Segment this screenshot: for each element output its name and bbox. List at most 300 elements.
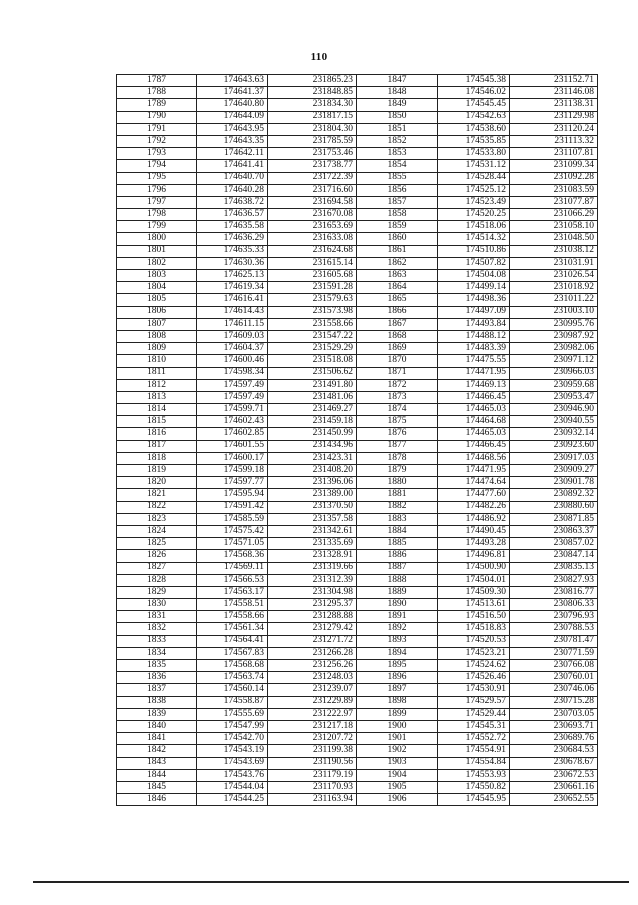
y-coordinate-cell: 231266.28	[268, 647, 357, 659]
y-coordinate-cell: 230932.14	[510, 428, 598, 440]
point-number-cell: 1897	[357, 684, 438, 696]
point-number-cell: 1839	[117, 708, 197, 720]
x-coordinate-cell: 174500.90	[438, 562, 510, 574]
y-coordinate-cell: 230901.78	[510, 477, 598, 489]
table-row	[117, 794, 598, 806]
y-coordinate-cell: 231342.61	[268, 525, 357, 537]
point-number-cell: 1832	[117, 623, 197, 635]
y-coordinate-cell: 231152.71	[510, 75, 598, 87]
x-coordinate-cell: 174531.12	[438, 160, 510, 172]
point-number-cell: 1892	[357, 623, 438, 635]
x-coordinate-cell: 174611.15	[197, 318, 268, 330]
x-coordinate-cell: 174493.84	[438, 318, 510, 330]
x-coordinate-cell: 174465.03	[438, 404, 510, 416]
y-coordinate-cell: 230917.03	[510, 452, 598, 464]
point-number-cell: 1798	[117, 209, 197, 221]
y-coordinate-cell: 231018.92	[510, 282, 598, 294]
point-number-cell: 1799	[117, 221, 197, 233]
y-coordinate-cell: 230816.77	[510, 586, 598, 598]
y-coordinate-cell: 231335.69	[268, 538, 357, 550]
x-coordinate-cell: 174563.74	[197, 672, 268, 684]
y-coordinate-cell: 231694.58	[268, 196, 357, 208]
y-coordinate-cell: 231370.50	[268, 501, 357, 513]
coordinates-table-body	[117, 75, 598, 806]
point-number-cell: 1881	[357, 489, 438, 501]
table-row	[117, 452, 598, 464]
x-coordinate-cell: 174542.63	[438, 111, 510, 123]
x-coordinate-cell: 174547.99	[197, 720, 268, 732]
x-coordinate-cell: 174538.60	[438, 123, 510, 135]
table-row	[117, 209, 598, 221]
x-coordinate-cell: 174575.42	[197, 525, 268, 537]
table-row	[117, 513, 598, 525]
x-coordinate-cell: 174477.60	[438, 489, 510, 501]
table-row	[117, 294, 598, 306]
x-coordinate-cell: 174635.33	[197, 245, 268, 257]
x-coordinate-cell: 174513.61	[438, 599, 510, 611]
y-coordinate-cell: 230880.60	[510, 501, 598, 513]
table-row	[117, 379, 598, 391]
x-coordinate-cell: 174486.92	[438, 513, 510, 525]
table-row	[117, 416, 598, 428]
y-coordinate-cell: 231279.42	[268, 623, 357, 635]
point-number-cell: 1815	[117, 416, 197, 428]
point-number-cell: 1866	[357, 306, 438, 318]
x-coordinate-cell: 174543.76	[197, 769, 268, 781]
x-coordinate-cell: 174616.41	[197, 294, 268, 306]
table-row	[117, 477, 598, 489]
y-coordinate-cell: 230959.68	[510, 379, 598, 391]
point-number-cell: 1816	[117, 428, 197, 440]
point-number-cell: 1895	[357, 660, 438, 672]
table-row	[117, 233, 598, 245]
y-coordinate-cell: 231491.80	[268, 379, 357, 391]
y-coordinate-cell: 230678.67	[510, 757, 598, 769]
point-number-cell: 1836	[117, 672, 197, 684]
y-coordinate-cell: 231624.68	[268, 245, 357, 257]
point-number-cell: 1793	[117, 148, 197, 160]
point-number-cell: 1862	[357, 257, 438, 269]
y-coordinate-cell: 231190.56	[268, 757, 357, 769]
x-coordinate-cell: 174466.45	[438, 440, 510, 452]
table-row	[117, 391, 598, 403]
point-number-cell: 1899	[357, 708, 438, 720]
x-coordinate-cell: 174604.37	[197, 343, 268, 355]
point-number-cell: 1867	[357, 318, 438, 330]
point-number-cell: 1789	[117, 99, 197, 111]
x-coordinate-cell: 174474.64	[438, 477, 510, 489]
x-coordinate-cell: 174567.83	[197, 647, 268, 659]
point-number-cell: 1849	[357, 99, 438, 111]
x-coordinate-cell: 174542.70	[197, 733, 268, 745]
table-row	[117, 550, 598, 562]
y-coordinate-cell: 230715.28	[510, 696, 598, 708]
point-number-cell: 1825	[117, 538, 197, 550]
y-coordinate-cell: 230847.14	[510, 550, 598, 562]
y-coordinate-cell: 230953.47	[510, 391, 598, 403]
coordinates-table	[116, 74, 598, 806]
table-row	[117, 111, 598, 123]
x-coordinate-cell: 174636.29	[197, 233, 268, 245]
x-coordinate-cell: 174466.45	[438, 391, 510, 403]
y-coordinate-cell: 231312.39	[268, 574, 357, 586]
y-coordinate-cell: 231113.32	[510, 135, 598, 147]
x-coordinate-cell: 174545.31	[438, 720, 510, 732]
y-coordinate-cell: 231077.87	[510, 196, 598, 208]
x-coordinate-cell: 174599.18	[197, 465, 268, 477]
y-coordinate-cell: 230863.37	[510, 525, 598, 537]
point-number-cell: 1792	[117, 135, 197, 147]
point-number-cell: 1876	[357, 428, 438, 440]
y-coordinate-cell: 231848.85	[268, 87, 357, 99]
table-row	[117, 660, 598, 672]
table-row	[117, 611, 598, 623]
y-coordinate-cell: 231328.91	[268, 550, 357, 562]
y-coordinate-cell: 231271.72	[268, 635, 357, 647]
table-row	[117, 720, 598, 732]
point-number-cell: 1803	[117, 270, 197, 282]
table-row	[117, 160, 598, 172]
x-coordinate-cell: 174644.09	[197, 111, 268, 123]
bottom-rule	[33, 881, 629, 883]
x-coordinate-cell: 174498.36	[438, 294, 510, 306]
x-coordinate-cell: 174601.55	[197, 440, 268, 452]
table-row	[117, 135, 598, 147]
point-number-cell: 1791	[117, 123, 197, 135]
point-number-cell: 1812	[117, 379, 197, 391]
table-row	[117, 330, 598, 342]
point-number-cell: 1834	[117, 647, 197, 659]
point-number-cell: 1828	[117, 574, 197, 586]
table-row	[117, 599, 598, 611]
point-number-cell: 1894	[357, 647, 438, 659]
point-number-cell: 1814	[117, 404, 197, 416]
x-coordinate-cell: 174595.94	[197, 489, 268, 501]
y-coordinate-cell: 231865.23	[268, 75, 357, 87]
point-number-cell: 1883	[357, 513, 438, 525]
point-number-cell: 1891	[357, 611, 438, 623]
table-row	[117, 684, 598, 696]
y-coordinate-cell: 231722.39	[268, 172, 357, 184]
y-coordinate-cell: 231716.60	[268, 184, 357, 196]
point-number-cell: 1861	[357, 245, 438, 257]
point-number-cell: 1802	[117, 257, 197, 269]
point-number-cell: 1904	[357, 769, 438, 781]
y-coordinate-cell: 231396.06	[268, 477, 357, 489]
x-coordinate-cell: 174471.95	[438, 465, 510, 477]
table-row	[117, 75, 598, 87]
x-coordinate-cell: 174636.57	[197, 209, 268, 221]
x-coordinate-cell: 174520.25	[438, 209, 510, 221]
point-number-cell: 1813	[117, 391, 197, 403]
x-coordinate-cell: 174545.38	[438, 75, 510, 87]
x-coordinate-cell: 174591.42	[197, 501, 268, 513]
table-row	[117, 465, 598, 477]
point-number-cell: 1840	[117, 720, 197, 732]
y-coordinate-cell: 231605.68	[268, 270, 357, 282]
x-coordinate-cell: 174625.13	[197, 270, 268, 282]
x-coordinate-cell: 174530.91	[438, 684, 510, 696]
x-coordinate-cell: 174526.46	[438, 672, 510, 684]
table-row	[117, 672, 598, 684]
x-coordinate-cell: 174482.26	[438, 501, 510, 513]
point-number-cell: 1838	[117, 696, 197, 708]
point-number-cell: 1829	[117, 586, 197, 598]
table-row	[117, 745, 598, 757]
point-number-cell: 1880	[357, 477, 438, 489]
point-number-cell: 1871	[357, 367, 438, 379]
x-coordinate-cell: 174614.43	[197, 306, 268, 318]
point-number-cell: 1890	[357, 599, 438, 611]
y-coordinate-cell: 230796.93	[510, 611, 598, 623]
point-number-cell: 1903	[357, 757, 438, 769]
x-coordinate-cell: 174488.12	[438, 330, 510, 342]
point-number-cell: 1905	[357, 781, 438, 793]
table-row	[117, 123, 598, 135]
table-row	[117, 270, 598, 282]
x-coordinate-cell: 174518.06	[438, 221, 510, 233]
x-coordinate-cell: 174520.53	[438, 635, 510, 647]
y-coordinate-cell: 231423.31	[268, 452, 357, 464]
y-coordinate-cell: 231092.28	[510, 172, 598, 184]
y-coordinate-cell: 231038.12	[510, 245, 598, 257]
x-coordinate-cell: 174509.30	[438, 586, 510, 598]
y-coordinate-cell: 230806.33	[510, 599, 598, 611]
point-number-cell: 1842	[117, 745, 197, 757]
x-coordinate-cell: 174641.37	[197, 87, 268, 99]
y-coordinate-cell: 230892.32	[510, 489, 598, 501]
y-coordinate-cell: 231506.62	[268, 367, 357, 379]
table-row	[117, 404, 598, 416]
table-row	[117, 574, 598, 586]
y-coordinate-cell: 231615.14	[268, 257, 357, 269]
point-number-cell: 1859	[357, 221, 438, 233]
point-number-cell: 1818	[117, 452, 197, 464]
point-number-cell: 1845	[117, 781, 197, 793]
point-number-cell: 1844	[117, 769, 197, 781]
point-number-cell: 1864	[357, 282, 438, 294]
point-number-cell: 1831	[117, 611, 197, 623]
table-row	[117, 306, 598, 318]
y-coordinate-cell: 231295.37	[268, 599, 357, 611]
x-coordinate-cell: 174475.55	[438, 355, 510, 367]
y-coordinate-cell: 231408.20	[268, 465, 357, 477]
y-coordinate-cell: 231163.94	[268, 794, 357, 806]
y-coordinate-cell: 231579.63	[268, 294, 357, 306]
y-coordinate-cell: 230827.93	[510, 574, 598, 586]
table-row	[117, 440, 598, 452]
y-coordinate-cell: 231026.54	[510, 270, 598, 282]
point-number-cell: 1795	[117, 172, 197, 184]
point-number-cell: 1820	[117, 477, 197, 489]
point-number-cell: 1852	[357, 135, 438, 147]
x-coordinate-cell: 174602.43	[197, 416, 268, 428]
table-row	[117, 623, 598, 635]
table-row	[117, 318, 598, 330]
x-coordinate-cell: 174496.81	[438, 550, 510, 562]
x-coordinate-cell: 174504.08	[438, 270, 510, 282]
point-number-cell: 1877	[357, 440, 438, 452]
y-coordinate-cell: 231785.59	[268, 135, 357, 147]
y-coordinate-cell: 231817.15	[268, 111, 357, 123]
y-coordinate-cell: 230995.76	[510, 318, 598, 330]
point-number-cell: 1805	[117, 294, 197, 306]
point-number-cell: 1810	[117, 355, 197, 367]
table-row	[117, 586, 598, 598]
x-coordinate-cell: 174490.45	[438, 525, 510, 537]
y-coordinate-cell: 230703.05	[510, 708, 598, 720]
x-coordinate-cell: 174529.57	[438, 696, 510, 708]
point-number-cell: 1858	[357, 209, 438, 221]
y-coordinate-cell: 230781.47	[510, 635, 598, 647]
x-coordinate-cell: 174465.03	[438, 428, 510, 440]
y-coordinate-cell: 230971.12	[510, 355, 598, 367]
x-coordinate-cell: 174569.11	[197, 562, 268, 574]
point-number-cell: 1804	[117, 282, 197, 294]
point-number-cell: 1873	[357, 391, 438, 403]
x-coordinate-cell: 174544.25	[197, 794, 268, 806]
x-coordinate-cell: 174563.17	[197, 586, 268, 598]
x-coordinate-cell: 174545.45	[438, 99, 510, 111]
point-number-cell: 1868	[357, 330, 438, 342]
x-coordinate-cell: 174571.05	[197, 538, 268, 550]
point-number-cell: 1806	[117, 306, 197, 318]
y-coordinate-cell: 231434.96	[268, 440, 357, 452]
y-coordinate-cell: 231481.06	[268, 391, 357, 403]
x-coordinate-cell: 174555.69	[197, 708, 268, 720]
x-coordinate-cell: 174643.95	[197, 123, 268, 135]
page-number: 110	[310, 51, 328, 63]
y-coordinate-cell: 231804.30	[268, 123, 357, 135]
x-coordinate-cell: 174514.32	[438, 233, 510, 245]
point-number-cell: 1855	[357, 172, 438, 184]
point-number-cell: 1906	[357, 794, 438, 806]
x-coordinate-cell: 174524.62	[438, 660, 510, 672]
point-number-cell: 1865	[357, 294, 438, 306]
point-number-cell: 1826	[117, 550, 197, 562]
table-row	[117, 196, 598, 208]
x-coordinate-cell: 174598.34	[197, 367, 268, 379]
point-number-cell: 1902	[357, 745, 438, 757]
x-coordinate-cell: 174638.72	[197, 196, 268, 208]
table-row	[117, 245, 598, 257]
point-number-cell: 1882	[357, 501, 438, 513]
y-coordinate-cell: 231229.89	[268, 696, 357, 708]
y-coordinate-cell: 231058.10	[510, 221, 598, 233]
y-coordinate-cell: 231256.26	[268, 660, 357, 672]
x-coordinate-cell: 174558.51	[197, 599, 268, 611]
x-coordinate-cell: 174499.14	[438, 282, 510, 294]
y-coordinate-cell: 231469.27	[268, 404, 357, 416]
x-coordinate-cell: 174640.70	[197, 172, 268, 184]
x-coordinate-cell: 174471.95	[438, 367, 510, 379]
y-coordinate-cell: 230661.16	[510, 781, 598, 793]
x-coordinate-cell: 174630.36	[197, 257, 268, 269]
x-coordinate-cell: 174599.71	[197, 404, 268, 416]
point-number-cell: 1807	[117, 318, 197, 330]
x-coordinate-cell: 174597.49	[197, 379, 268, 391]
point-number-cell: 1801	[117, 245, 197, 257]
table-row	[117, 647, 598, 659]
point-number-cell: 1863	[357, 270, 438, 282]
y-coordinate-cell: 230857.02	[510, 538, 598, 550]
x-coordinate-cell: 174504.01	[438, 574, 510, 586]
table-row	[117, 733, 598, 745]
y-coordinate-cell: 230672.53	[510, 769, 598, 781]
y-coordinate-cell: 230760.01	[510, 672, 598, 684]
table-row	[117, 757, 598, 769]
point-number-cell: 1800	[117, 233, 197, 245]
point-number-cell: 1846	[117, 794, 197, 806]
point-number-cell: 1884	[357, 525, 438, 537]
y-coordinate-cell: 231239.07	[268, 684, 357, 696]
x-coordinate-cell: 174523.49	[438, 196, 510, 208]
point-number-cell: 1794	[117, 160, 197, 172]
point-number-cell: 1857	[357, 196, 438, 208]
y-coordinate-cell: 231138.31	[510, 99, 598, 111]
point-number-cell: 1860	[357, 233, 438, 245]
x-coordinate-cell: 174585.59	[197, 513, 268, 525]
point-number-cell: 1824	[117, 525, 197, 537]
y-coordinate-cell: 231319.66	[268, 562, 357, 574]
x-coordinate-cell: 174558.66	[197, 611, 268, 623]
x-coordinate-cell: 174464.68	[438, 416, 510, 428]
point-number-cell: 1889	[357, 586, 438, 598]
table-row	[117, 343, 598, 355]
point-number-cell: 1843	[117, 757, 197, 769]
y-coordinate-cell: 230693.71	[510, 720, 598, 732]
x-coordinate-cell: 174507.82	[438, 257, 510, 269]
x-coordinate-cell: 174554.84	[438, 757, 510, 769]
point-number-cell: 1837	[117, 684, 197, 696]
point-number-cell: 1811	[117, 367, 197, 379]
y-coordinate-cell: 231738.77	[268, 160, 357, 172]
y-coordinate-cell: 231633.08	[268, 233, 357, 245]
point-number-cell: 1885	[357, 538, 438, 550]
table-row	[117, 708, 598, 720]
point-number-cell: 1817	[117, 440, 197, 452]
x-coordinate-cell: 174545.95	[438, 794, 510, 806]
table-row	[117, 769, 598, 781]
y-coordinate-cell: 231222.97	[268, 708, 357, 720]
point-number-cell: 1886	[357, 550, 438, 562]
x-coordinate-cell: 174483.39	[438, 343, 510, 355]
point-number-cell: 1797	[117, 196, 197, 208]
x-coordinate-cell: 174643.63	[197, 75, 268, 87]
y-coordinate-cell: 230835.13	[510, 562, 598, 574]
y-coordinate-cell: 231217.18	[268, 720, 357, 732]
x-coordinate-cell: 174566.53	[197, 574, 268, 586]
x-coordinate-cell: 174554.91	[438, 745, 510, 757]
table-row	[117, 87, 598, 99]
x-coordinate-cell: 174544.04	[197, 781, 268, 793]
point-number-cell: 1854	[357, 160, 438, 172]
y-coordinate-cell: 230771.59	[510, 647, 598, 659]
y-coordinate-cell: 230966.03	[510, 367, 598, 379]
y-coordinate-cell: 231146.08	[510, 87, 598, 99]
y-coordinate-cell: 230909.27	[510, 465, 598, 477]
y-coordinate-cell: 231120.24	[510, 123, 598, 135]
y-coordinate-cell: 231048.50	[510, 233, 598, 245]
point-number-cell: 1874	[357, 404, 438, 416]
table-row	[117, 428, 598, 440]
x-coordinate-cell: 174561.34	[197, 623, 268, 635]
point-number-cell: 1796	[117, 184, 197, 196]
x-coordinate-cell: 174516.50	[438, 611, 510, 623]
y-coordinate-cell: 230652.55	[510, 794, 598, 806]
x-coordinate-cell: 174493.28	[438, 538, 510, 550]
y-coordinate-cell: 231248.03	[268, 672, 357, 684]
